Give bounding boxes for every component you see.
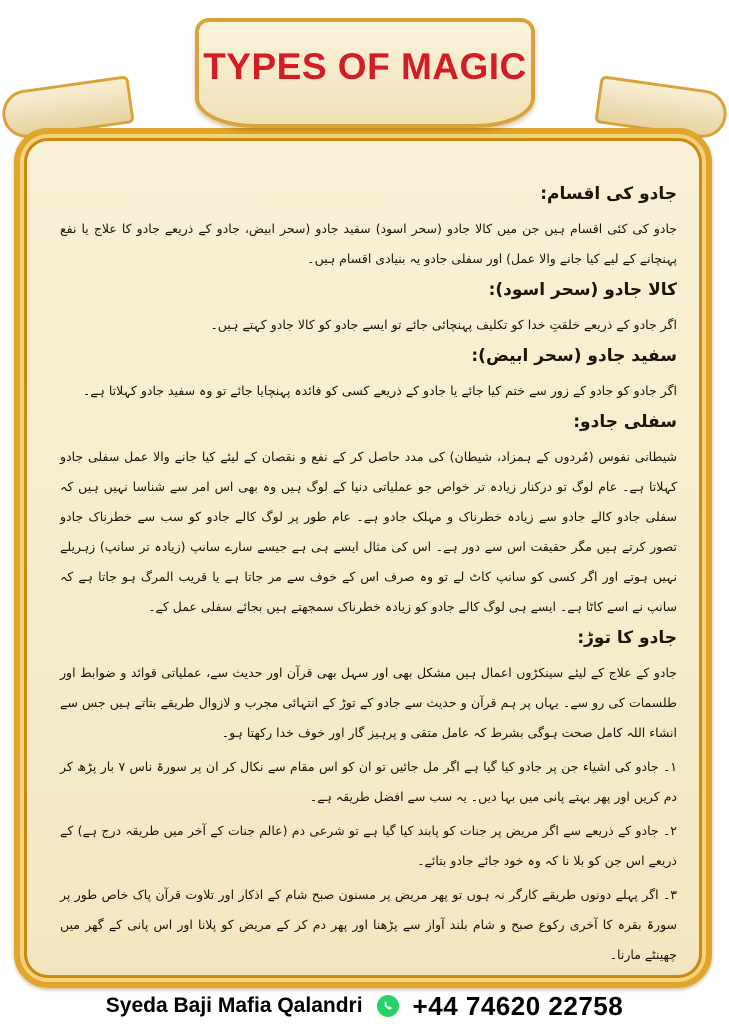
section-heading: کالا جادو (سحر اسود): [488, 280, 677, 300]
whatsapp-icon [377, 995, 399, 1017]
section-paragraph: جادو کی کئی اقسام ہیں جن میں کالا جادو (سحر اسود) سفید جادو (سحر ابیض، جادو کے ذریعے جادو کا علاج یا نفع پہنچانے کے لیے کیا جانے والا عمل) اور سفلی جادو یہ بنیادی اقسام ہیں۔ [60, 221, 677, 266]
section-heading: سفید جادو (سحر ابیض): [471, 346, 677, 366]
section-paragraph: جادو کے علاج کے لیئے سینکڑوں اعمال ہیں مشکل بھی اور سہل بھی قرآن اور حدیث سے، عملیاتی قوائد و ضوابط اور طلسمات کی رو سے۔ یہاں پر ہم قرآن و حدیث سے جادو کے توڑ کے انتہائی مجرب و لازوال طریقے بتاتے ہیں جس سے انشاء اللہ کامل صحت ہوگی بشرط کہ عامل متقی و پرہیز گار اور خوف خدا رکھتا ہو۔ [60, 665, 677, 740]
page-title: TYPES OF MAGIC [203, 46, 527, 87]
section-paragraph: شیطانی نفوس (مُردوں کے ہمزاد، شیطان) کی مدد حاصل کر کے نفع و نقصان کے لیئے کیا جانے والا عمل سفلی جادو کہلاتا ہے۔ عام لوگ تو درکنار زیادہ تر خواص جو عملیاتی دنیا کے لوگ ہیں وہ بھی اس امر سے شناسا نہیں ہیں کہ سفلی جادو کالے جادو سے زیادہ خطرناک و مہلک جادو ہے۔ عام طور پر لوگ کالے جادو کو سب سے خطرناک جادو تصور کرتے ہیں مگر حقیقت اس سے دور ہے۔ اس کی مثال ایسے ہی ہے جیسے سارے سانپ (زیادہ تر سانپ) زہریلے نہیں ہوتے اور اگر کسی کو سانپ کاٹ لے تو وہ صرف اس کے خوف سے مر جاتا ہے یا قریب المرگ ہو جاتا ہے کہ سانپ نے اسے کاٹا ہے۔ ایسے ہی لوگ کالے جادو کو زیادہ خطرناک سمجھتے ہیں بجائے سفلی عمل کے۔ [60, 449, 677, 614]
article-body [60, 178, 677, 974]
section-paragraph: ۲۔ جادو کے ذریعے سے اگر مریض پر جنات کو پابند کیا گیا ہے تو شرعی دم (عالم جنات کے آخر میں طریقہ درج ہے) کے ذریعے اس جن کو بلا نا کہ وہ خود جائے جادو بتائے۔ [60, 823, 677, 868]
section-paragraph: ۱۔ جادو کی اشیاء جن پر جادو کیا گیا ہے اگر مل جائیں تو ان کو اس مقام سے نکال کر ان پر سورۃ ناس ۷ بار پڑھ کر دم کریں اور پھر بہتے پانی میں بہا دیں۔ یہ سب سے افضل طریقہ ہے۔ [60, 759, 678, 804]
contact-name: Syeda Baji Mafia Qalandri [105, 994, 363, 1017]
section-paragraph: ۳۔ اگر پہلے دونوں طریقے کارگر نہ ہوں تو پھر مریض پر مسنون صبح شام کے اذکار اور تلاوت قرآن پاک خاص طور پر سورۃ بقرہ کا آخری رکوع صبح و شام بلند آواز سے پڑھنا اور پھر دم کر کے مریض کو پلانا اور اس پانی کے گھر میں چھینٹے مارنا۔ [60, 887, 677, 962]
contact-footer [0, 988, 729, 1024]
title-banner [195, 18, 535, 128]
contact-phone[interactable]: +44 74620 22758 [412, 990, 624, 1021]
section-heading: جادو کی اقسام: [540, 184, 677, 204]
section-paragraph: اگر جادو کے ذریعے خلقتِ خدا کو تکلیف پہنچائی جائے تو ایسے جادو کو کالا جادو کہتے ہیں۔ [210, 317, 677, 332]
section-heading: سفلی جادو: [573, 412, 677, 432]
section-paragraph: اگر جادو کو جادو کے زور سے ختم کیا جائے یا جادو کے ذریعے کسی کو فائدہ پہنچایا جائے تو وہ سفید جادو کہلاتا ہے۔ [82, 383, 677, 398]
section-heading: جادو کا توڑ: [577, 628, 677, 648]
